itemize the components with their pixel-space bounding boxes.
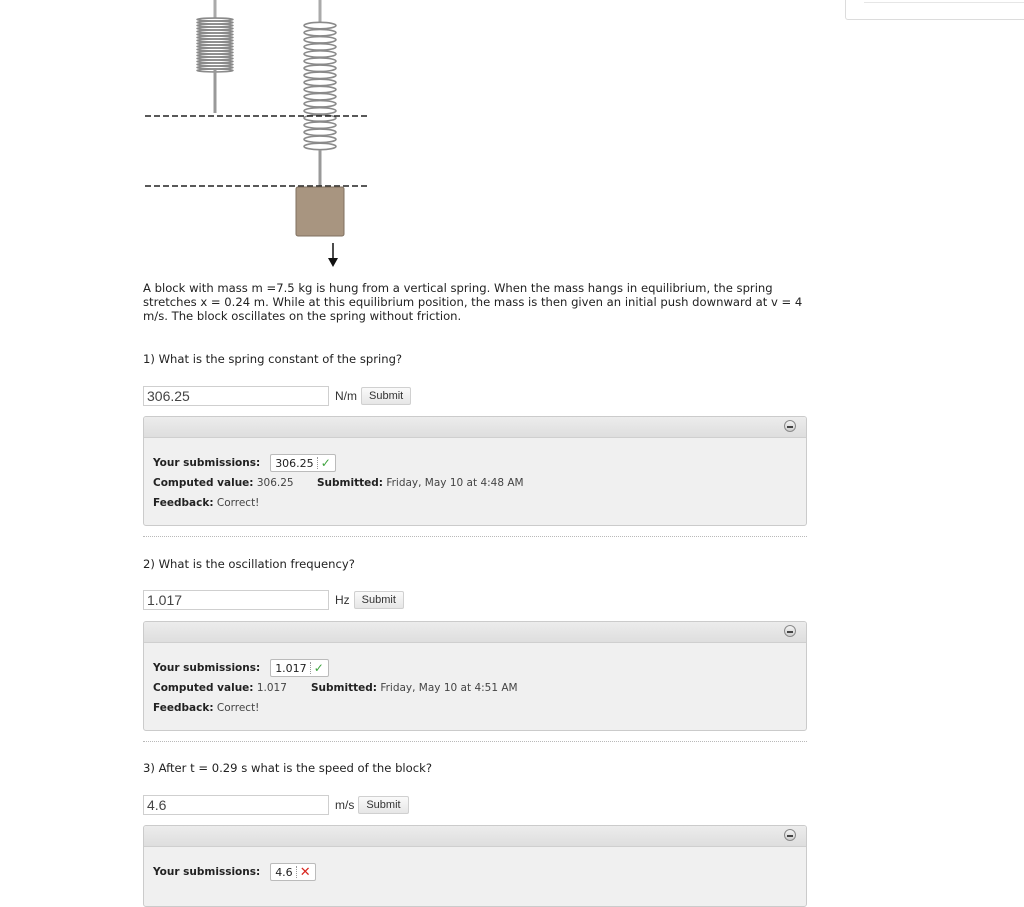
submission-panel-3 (143, 825, 807, 907)
submission-value: 306.25 (275, 456, 314, 470)
answer-input-2[interactable]: 1.017 (143, 590, 329, 610)
unit-label-2: Hz (335, 593, 350, 607)
computed-value: 1.017 (256, 682, 287, 694)
question-1: 1) What is the spring constant of the spring? (143, 352, 403, 366)
answer-input-1[interactable]: 306.25 (143, 386, 329, 406)
answer-row-1 (143, 385, 411, 407)
divider (143, 536, 807, 537)
answer-row-2 (143, 589, 404, 611)
feedback-value: Correct! (216, 497, 260, 509)
submission-value: 1.017 (275, 661, 307, 675)
your-submissions-label: Your submissions: (153, 457, 261, 469)
submission-chip-2[interactable] (270, 659, 329, 677)
submitted-label: Submitted: (311, 682, 377, 694)
velocity-arrow (328, 243, 338, 267)
submission-panel-header[interactable] (144, 826, 806, 847)
answer-row-3 (143, 794, 409, 816)
problem-statement: A block with mass m =7.5 kg is hung from a vertical spring. When the mass hangs in equilibrium, the spring stretches x = 0.24 m. While at this equilibrium position, the mass is then given an initial push downward at v = 4 m/s. The block oscillates on the spring without friction. (143, 281, 803, 323)
collapse-icon[interactable] (784, 829, 796, 841)
check-icon: ✓ (313, 661, 324, 675)
side-panel-edge (845, 0, 1024, 20)
submission-value: 4.6 (275, 865, 293, 879)
check-icon: ✓ (320, 456, 331, 470)
submission-panel-header[interactable] (144, 622, 806, 643)
submitted-time: Friday, May 10 at 4:51 AM (380, 682, 518, 694)
submission-chip-3[interactable] (270, 863, 315, 881)
collapse-icon[interactable] (784, 625, 796, 637)
question-2: 2) What is the oscillation frequency? (143, 557, 355, 571)
collapse-icon[interactable] (784, 420, 796, 432)
hanging-block (296, 187, 344, 236)
computed-value: 306.25 (256, 477, 294, 489)
submission-panel-2 (143, 621, 807, 731)
divider (143, 741, 807, 742)
submit-button-3[interactable]: Submit (358, 796, 408, 814)
your-submissions-label: Your submissions: (153, 866, 261, 878)
computed-value-label: Computed value: (153, 682, 254, 694)
submission-chip-1[interactable] (270, 454, 336, 472)
computed-value-label: Computed value: (153, 477, 254, 489)
spring-diagram (140, 0, 380, 272)
question-3: 3) After t = 0.29 s what is the speed of the block? (143, 761, 432, 775)
submission-panel-header[interactable] (144, 417, 806, 438)
unit-label-1: N/m (335, 389, 357, 403)
submission-panel-1 (143, 416, 807, 526)
submit-button-2[interactable]: Submit (354, 591, 404, 609)
x-icon: ✕ (299, 864, 311, 880)
submitted-label: Submitted: (317, 477, 383, 489)
your-submissions-label: Your submissions: (153, 662, 261, 674)
feedback-value: Correct! (216, 702, 260, 714)
submit-button-1[interactable]: Submit (361, 387, 411, 405)
answer-input-3[interactable]: 4.6 (143, 795, 329, 815)
stretched-spring (304, 0, 336, 188)
submitted-time: Friday, May 10 at 4:48 AM (386, 477, 524, 489)
feedback-label: Feedback: (153, 702, 214, 714)
feedback-label: Feedback: (153, 497, 214, 509)
unstretched-spring (197, 0, 233, 113)
unit-label-3: m/s (335, 798, 355, 812)
